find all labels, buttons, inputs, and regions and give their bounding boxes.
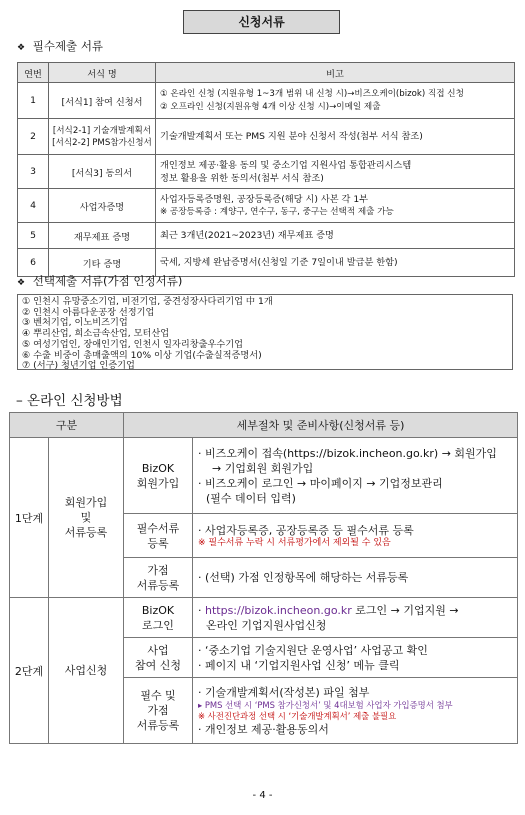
table-row: 필수 및 가점 서류등록 · 기술개발계획서(작성본) 파일 첨부 ▸ PMS 선택 시 ‘PMS 참가신청서’ 및 4대보험 사업자 가입증명서 첨부 ※ 사전진단과정 선택 시 ‘기술개발계획서’ 제출 불필요 · 개인정보 제공·활용동의서 — [10, 678, 518, 744]
diamond-bullet-icon: ❖ — [17, 43, 26, 53]
header-division: 구분 — [10, 413, 124, 438]
optional-section-heading — [17, 273, 182, 289]
required-documents-table — [17, 62, 515, 277]
header-details: 세부절차 및 준비사항(신청서류 등) — [124, 413, 518, 438]
header-remarks: 비고 — [156, 63, 515, 83]
stage-2-label: 2단계 — [10, 598, 49, 744]
table-header-row — [10, 413, 518, 438]
online-section-heading: – 온라인 신청방법 — [16, 393, 123, 409]
list-item: ⑤ 여성기업인, 장애인기업, 인천시 일자리창출우수기업 — [22, 338, 244, 350]
table-row: 2단계 사업신청 BizOK 로그인 · https://bizok.incheon.go.kr 로그인 → 기업지원 → 온라인 기업지원사업신청 — [10, 598, 518, 638]
stage-1-category: 회원가입 및 서류등록 — [49, 438, 124, 598]
required-section-heading — [17, 38, 103, 54]
diamond-bullet-icon: ❖ — [17, 278, 26, 288]
page-number: - 4 - — [252, 790, 273, 801]
stage-2-category: 사업신청 — [49, 598, 124, 744]
table-row: 1단계 회원가입 및 서류등록 BizOK 회원가입 · 비즈오케이 접속(https://bizok.incheon.go.kr) → 회원가입 → 기업회원 회원가입 · 비즈오케이 로그인 → 마이페이지 → 기업정보관리 (필수 데이터 입력) — [10, 438, 518, 514]
optional-documents-list — [17, 294, 513, 370]
list-item: ① 인천시 유망중소기업, 비전기업, 중견성장사다리기업 中 1개 — [22, 296, 273, 307]
table-row: 2 [서식2-1] 기술개발계획서 [서식2-2] PMS참가신청서 기술개발계획서 또는 PMS 지원 분야 신청서 작성(첨부 서식 참조) — [18, 119, 515, 155]
optional-heading-text: 선택제출 서류(가점 인정서류) — [32, 274, 183, 288]
list-item: ③ 벤처기업, 이노비즈기업 — [22, 317, 128, 329]
table-row: 5 재무제표 증명 최근 3개년(2021~2023년) 재무제표 증명 — [18, 223, 515, 249]
page-title: 신청서류 — [183, 10, 340, 34]
header-form-name: 서식 명 — [49, 63, 156, 83]
table-row: 4 사업자증명 사업자등록증명원, 공장등록증(해당 시) 사본 각 1부 ※ 공장등록증 : 계양구, 연수구, 동구, 중구는 선택적 제출 가능 — [18, 189, 515, 223]
table-row: 필수서류 등록 · 사업자등록증, 공장등록증 등 필수서류 등록 ※ 필수서류 누락 시 서류평가에서 제외될 수 있음 — [10, 514, 518, 558]
list-item: ⑦ (서구) 청년기업 인증기업 — [22, 360, 135, 372]
header-no: 연번 — [18, 63, 49, 83]
table-row: 3 [서식3] 동의서 개인정보 제공·활용 동의 및 중소기업 지원사업 통합관리시스템 정보 활용을 위한 동의서(첨부 서식 참조) — [18, 155, 515, 189]
bizok-link[interactable]: https://bizok.incheon.go.kr — [205, 603, 352, 617]
list-item: ④ 뿌리산업, 희소금속산업, 모터산업 — [22, 328, 170, 340]
table-row: 사업 참여 신청 · ‘중소기업 기술지원단 운영사업’ 사업공고 확인 · 페이지 내 ‘기업지원사업 신청’ 메뉴 클릭 — [10, 638, 518, 678]
list-item: ⑥ 수출 비중이 총매출액의 10% 이상 기업(수출실적증명서) — [22, 349, 262, 361]
required-heading-text: 필수제출 서류 — [32, 39, 104, 53]
table-row: 6 기타 증명 국세, 지방세 완납증명서(신청일 기준 7일이내 발급분 한함) — [18, 249, 515, 277]
online-procedure-table — [9, 412, 518, 744]
table-row: 가점 서류등록 · (선택) 가점 인정항목에 해당하는 서류등록 — [10, 558, 518, 598]
stage-1-label: 1단계 — [10, 438, 49, 598]
table-header-row — [18, 63, 515, 83]
list-item: ② 인천시 아름다운공장 선정기업 — [22, 306, 155, 318]
table-row: 1 [서식1] 참여 신청서 ① 온라인 신청 (지원유형 1~3개 범위 내 신청 시)→비즈오케이(bizok) 직접 신청 ② 오프라인 신청(지원유형 4개 이상 신청 시)→이메일 제출 — [18, 83, 515, 119]
